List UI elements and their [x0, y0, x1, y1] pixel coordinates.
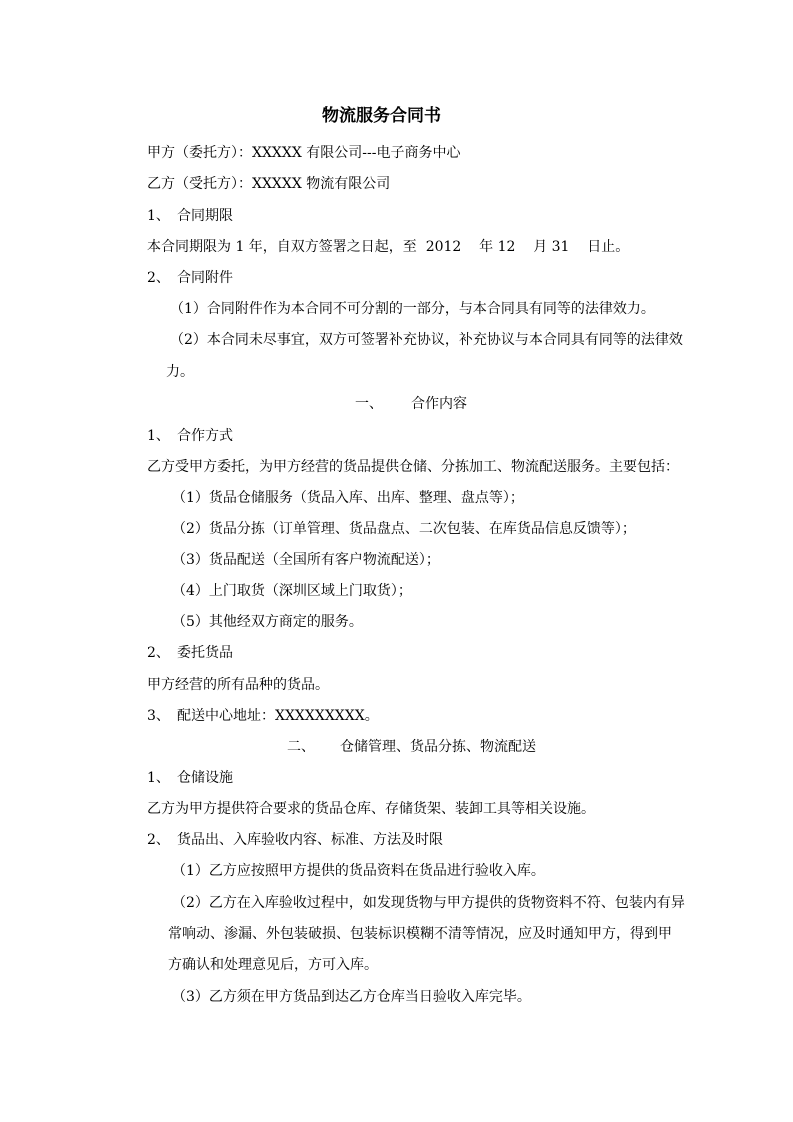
section-heading: 合作方式	[177, 428, 233, 444]
paragraph: 乙方受甲方委托，为甲方经营的货品提供仓储、分拣加工、物流配送服务。主要包括：	[147, 459, 679, 475]
document-title: 物流服务合同书	[322, 106, 441, 126]
party-b-line: 乙方（受托方）：XXXXX 物流有限公司	[147, 176, 391, 192]
section-heading: 仓储设施	[177, 770, 233, 786]
paragraph: 本合同期限为 1 年，自双方签署之日起，至 2012 年 12 月 31 日止。	[147, 239, 630, 255]
section-number: 3、	[147, 708, 170, 724]
section-heading: 委托货品	[177, 645, 233, 661]
section-number: 2、	[147, 270, 170, 286]
part-number: 一、	[355, 396, 383, 412]
list-item: （2）乙方在入库验收过程中，如发现货物与甲方提供的货物资料不符、包装内有异	[172, 895, 685, 911]
section-number: 1、	[147, 770, 170, 786]
section-number: 2、	[147, 645, 170, 661]
party-a-line: 甲方（委托方）：XXXXX 有限公司---电子商务中心	[147, 145, 461, 161]
list-item: （5）其他经双方商定的服务。	[172, 614, 363, 630]
section-number: 1、	[147, 208, 170, 224]
section-heading: 配送中心地址：XXXXXXXXX。	[177, 708, 379, 724]
paragraph: 甲方经营的所有品种的货品。	[147, 677, 329, 693]
section-number: 1、	[147, 428, 170, 444]
section-number: 2、	[147, 832, 170, 848]
list-item: （4）上门取货（深圳区域上门取货）；	[172, 583, 412, 599]
section-heading: 合同期限	[177, 208, 233, 224]
list-item: （3）货品配送（全国所有客户物流配送）；	[172, 552, 440, 568]
section-heading: 合同附件	[177, 270, 233, 286]
list-item: （2）本合同未尽事宜，双方可签署补充协议，补充协议与本合同具有同等的法律效	[170, 332, 683, 348]
list-item: （3）乙方须在甲方货品到达乙方仓库当日验收入库完毕。	[172, 989, 531, 1005]
list-item: （1）乙方应按照甲方提供的货品资料在货品进行验收入库。	[172, 863, 545, 879]
list-item: （1）合同附件作为本合同不可分割的一部分，与本合同具有同等的法律效力。	[170, 301, 655, 317]
part-number: 二、	[287, 739, 315, 755]
list-item-continuation: 方确认和处理意见后，方可入库。	[168, 957, 378, 973]
list-item: （1）货品仓储服务（货品入库、出库、整理、盘点等）；	[172, 490, 524, 506]
part-heading: 仓储管理、货品分拣、物流配送	[340, 739, 536, 755]
list-item: （2）货品分拣（订单管理、货品盘点、二次包装、在库货品信息反馈等）；	[172, 521, 636, 537]
section-heading: 货品出、入库验收内容、标准、方法及时限	[177, 832, 443, 848]
list-item-continuation: 力。	[166, 364, 194, 380]
paragraph: 乙方为甲方提供符合要求的货品仓库、存储货架、装卸工具等相关设施。	[147, 801, 595, 817]
list-item-continuation: 常响动、渗漏、外包装破损、包装标识模糊不清等情况，应及时通知甲方，得到甲	[168, 926, 672, 942]
part-heading: 合作内容	[411, 396, 467, 412]
